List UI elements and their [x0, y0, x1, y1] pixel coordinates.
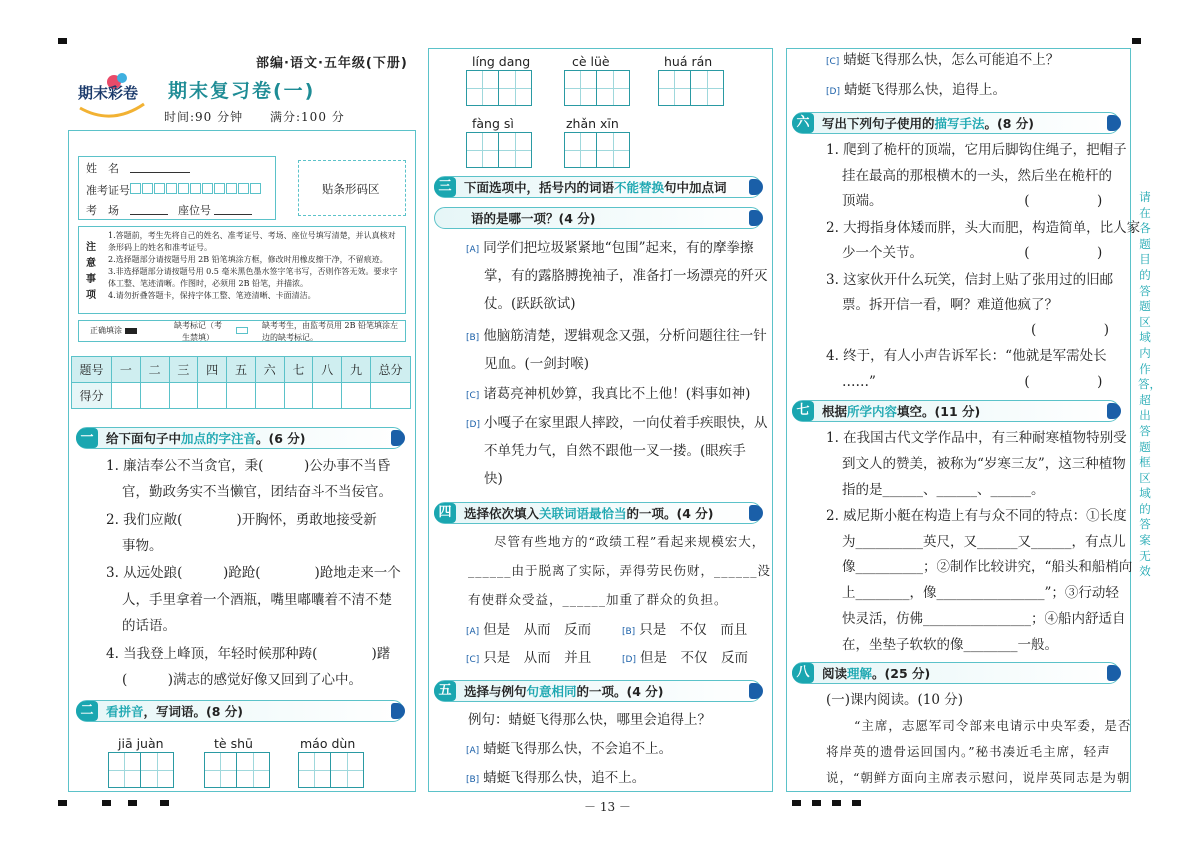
registration-mark [1132, 38, 1141, 44]
q4-option-c[interactable]: [C] 只是 从而 并且 [466, 650, 592, 666]
q7-line: 上________，像________________”；③行动轻 [842, 585, 1119, 601]
logo-text: 期末彩卷 [78, 84, 139, 102]
logo [72, 68, 150, 118]
section-3-header-cont: 语的是哪一项？(4 分) [434, 207, 762, 229]
q7-line: 在，坐垫子软软的像________一般。 [842, 637, 1058, 653]
q7-line: 像__________；②制作比较讲究，“船头和船梢向 [842, 559, 1133, 575]
q4-passage: ______由于脱离了实际，弄得劳民伤财，______没 [468, 563, 772, 578]
q3-option-c: [C] 诸葛亮神机妙算，我真比不上他！(料事如神) [466, 386, 751, 402]
pinyin-2: tè shū [214, 736, 253, 751]
q5-option-b[interactable]: [B] 蜻蜓飞得那么快，追不上。 [466, 770, 646, 786]
q8-line: “主席，志愿军司令部来电请示中央军委，是否 [854, 718, 1132, 733]
side-note: 请在各题目的答题区域内作答，超出答题框区域的答案无效 [1138, 190, 1161, 579]
q6-line: 票。拆开信一看，啊？难道他疯了？ [842, 297, 1058, 313]
fill-correct-label: 正确填涂 [90, 325, 137, 337]
q6-line: 顶端。 ( ) [842, 193, 1103, 209]
section-8-header: 八 阅读 理解 。(25 分) [792, 662, 1120, 684]
writing-grid-1[interactable] [108, 752, 174, 788]
score-table: 题号 一 二 三 四 五 六 七 八 九 总分 得分 [71, 356, 411, 409]
q5-option-a[interactable]: [A] 蜻蜓飞得那么快，不会追不上。 [466, 741, 673, 757]
pinyin-3: máo dùn [300, 736, 356, 751]
q1-line: 的话语。 [122, 618, 176, 634]
writing-grid-5[interactable] [564, 70, 630, 106]
notice-title: 注 意 事 项 [86, 242, 96, 301]
q6-line: 少一个关节。 ( ) [842, 245, 1103, 261]
pinyin-4: líng dang [472, 54, 531, 69]
q7-line: 快灵活，仿佛________________；④船内舒适自 [842, 611, 1126, 627]
registration-mark [832, 800, 841, 806]
section-1-header: 一 给下面句子中 加点的字注音 。(6 分) [76, 427, 404, 449]
room-field[interactable] [130, 214, 168, 215]
q1-line: 事物。 [122, 538, 163, 554]
q1-line: 1. 廉洁奉公不当贪官，秉( )公办事不当昏 [106, 458, 391, 474]
series-label: 部编·语文·五年级(下册) [256, 56, 408, 71]
seat-field[interactable] [214, 214, 252, 215]
exam-score: 满分:100 分 [270, 110, 345, 124]
registration-mark [792, 800, 801, 806]
writing-grid-6[interactable] [658, 70, 724, 106]
q4-option-b[interactable]: [B] 只是 不仅 而且 [622, 622, 748, 638]
q4-passage: 尽管有些地方的“政绩工程”看起来规模宏大， [494, 534, 766, 549]
q1-line: ( )满志的感觉好像又回到了心中。 [122, 672, 363, 688]
pinyin-5: cè lüè [572, 54, 610, 69]
registration-mark [160, 800, 169, 806]
writing-grid-4[interactable] [466, 70, 532, 106]
q6-line: ……” ( ) [842, 374, 1103, 390]
id-label: 准考证号 [86, 184, 130, 197]
q3-option-d: [D] 小嘎子在家里跟人摔跤，一向仗着手疾眼快，从 [466, 415, 768, 431]
registration-mark [812, 800, 821, 806]
registration-mark [58, 38, 67, 44]
q3-line: 仗。(跃跃欲试) [484, 296, 576, 312]
q1-line: 4. 当我登上峰顶，年轻时候那种踌( )躇 [106, 646, 391, 662]
q5-option-d[interactable]: [D] 蜻蜓飞得那么快，追得上。 [826, 82, 1006, 98]
q4-option-d[interactable]: [D] 但是 不仅 反而 [622, 650, 748, 666]
q1-line: 2. 我们应敞( )开胸怀，勇敢地接受新 [106, 512, 377, 528]
section-6-header: 六 写出下列句子使用的 描写手法 。(8 分) [792, 112, 1120, 134]
q7-line: 2. 威尼斯小艇在构造上有与众不同的特点：①长度 [826, 508, 1127, 524]
q4-passage: 有使群众受益，______加重了群众的负担。 [468, 592, 728, 607]
section-2-header: 二 看拼音 ，写词语。(8 分) [76, 700, 404, 722]
q3-option-a: [A] 同学们把垃圾紧紧地“包围”起来，有的摩拳擦 [466, 240, 754, 256]
writing-grid-3[interactable] [298, 752, 364, 788]
q3-line: 见血。(一剑封喉) [484, 356, 590, 372]
q6-line: ( ) [842, 322, 1110, 338]
q7-line: 1. 在我国古代文学作品中，有三种耐寒植物特别受 [826, 430, 1127, 446]
q3-line: 不单凭力气，自然不跟他一叉一搂。(眼疾手 [484, 443, 746, 459]
q3-line: 掌，有的露胳膊挽袖子，准备打一场漂亮的歼灭 [484, 268, 768, 284]
registration-mark [128, 800, 137, 806]
q6-line: 1. 爬到了桅杆的顶端，它用后脚钩住绳子，把帽子 [826, 142, 1127, 158]
q7-line: 到文人的赞美，被称为“岁寒三友”，这三种植物 [842, 456, 1126, 472]
section-5-header: 五 选择与例句 句意相同 的一项。(4 分) [434, 680, 762, 702]
pinyin-7: fàng sì [472, 116, 514, 131]
page-title: 期末复习卷(一) [168, 80, 316, 102]
q8-line: 说，“朝鲜方面向主席表示慰问，说岸英同志是为朝 [826, 770, 1131, 785]
q7-line: 指的是______、______、______。 [842, 482, 1045, 498]
exam-time: 时间:90 分钟 [164, 110, 244, 124]
q7-line: 为__________英尺，又______又______，有点儿 [842, 534, 1126, 550]
name-field[interactable] [130, 172, 190, 173]
notice-text: 1.答题前，考生先将自己的姓名、准考证号、考场、座位号填写清楚，并认真核对条形码上的姓名和准考证号。 2.选择题部分请按题号用 2B 铅笔填涂方框，修改时用橡皮擦干净，不留痕迹。 3.非选择题部分请按题号用 0.5 毫米黑色墨水签字笔书写，否则作答无效。要求字体工整、笔迹清晰。作图时，必须用 2B 铅笔，并描浓。 4.请勿折叠答题卡，保持字体工整、笔迹清晰、卡面清洁。 [108, 231, 398, 300]
registration-mark [102, 800, 111, 806]
q6-line: 4. 终于，有人小声告诉军长：“他就是军需处长 [826, 348, 1107, 364]
q4-option-a[interactable]: [A] 但是 从而 反而 [466, 622, 592, 638]
absent-note: 缺考考生，由监考员用 2B 铅笔填涂左边的缺考标记。 [262, 321, 399, 342]
q3-line: 快) [484, 471, 503, 487]
absent-mark-label: 缺考标记（考生禁填） [174, 321, 222, 342]
seat-label: 座位号 [178, 204, 211, 217]
q1-line: 3. 从远处踉( )跄跄( )跄地走来一个 [106, 565, 401, 581]
page-number: － 13 － [584, 800, 631, 814]
name-label: 姓 名 [86, 162, 119, 175]
q1-line: 人，手里拿着一个酒瓶，嘴里嘟囔着不清不楚 [122, 592, 392, 608]
q6-line: 挂在最高的那根横木的一头，然后坐在桅杆的 [842, 168, 1112, 184]
registration-mark [852, 800, 861, 806]
writing-grid-7[interactable] [466, 132, 532, 168]
section-7-header: 七 根据 所学内容 填空。(11 分) [792, 400, 1120, 422]
q3-option-b: [B] 他脑筋清楚，逻辑观念又强，分析问题往往一针 [466, 328, 767, 344]
barcode-label: 贴条形码区 [322, 182, 380, 196]
q1-line: 官，勤政务实不当懒官，团结奋斗不当佞官。 [122, 484, 392, 500]
pinyin-6: huá rán [664, 54, 713, 69]
section-3-header: 三 下面选项中，括号内的词语 不能替换 句中加点词 [434, 176, 762, 198]
q8-line: (一)课内阅读。(10 分) [826, 692, 964, 708]
pinyin-1: jiā juàn [118, 736, 164, 751]
absent-mark-box[interactable] [236, 327, 248, 334]
writing-grid-8[interactable] [564, 132, 630, 168]
registration-mark [58, 800, 67, 806]
room-label: 考 场 [86, 204, 119, 217]
q5-example: 例句：蜻蜓飞得那么快，哪里会追得上？ [468, 712, 711, 728]
pinyin-8: zhǎn xīn [566, 116, 619, 131]
id-boxes[interactable] [130, 183, 262, 194]
q6-line: 3. 这家伙开什么玩笑，信封上贴了张用过的旧邮 [826, 272, 1114, 288]
q8-line: 将岸英的遗骨运回国内。”秘书凑近毛主席，轻声 [826, 744, 1111, 759]
q6-line: 2. 大拇指身体矮而胖，头大而肥，构造简单，比人家 [826, 220, 1141, 236]
writing-grid-2[interactable] [204, 752, 270, 788]
q5-option-c[interactable]: [C] 蜻蜓飞得那么快，怎么可能追不上？ [826, 52, 1060, 68]
section-4-header: 四 选择依次填入 关联词语最恰当 的一项。(4 分) [434, 502, 762, 524]
